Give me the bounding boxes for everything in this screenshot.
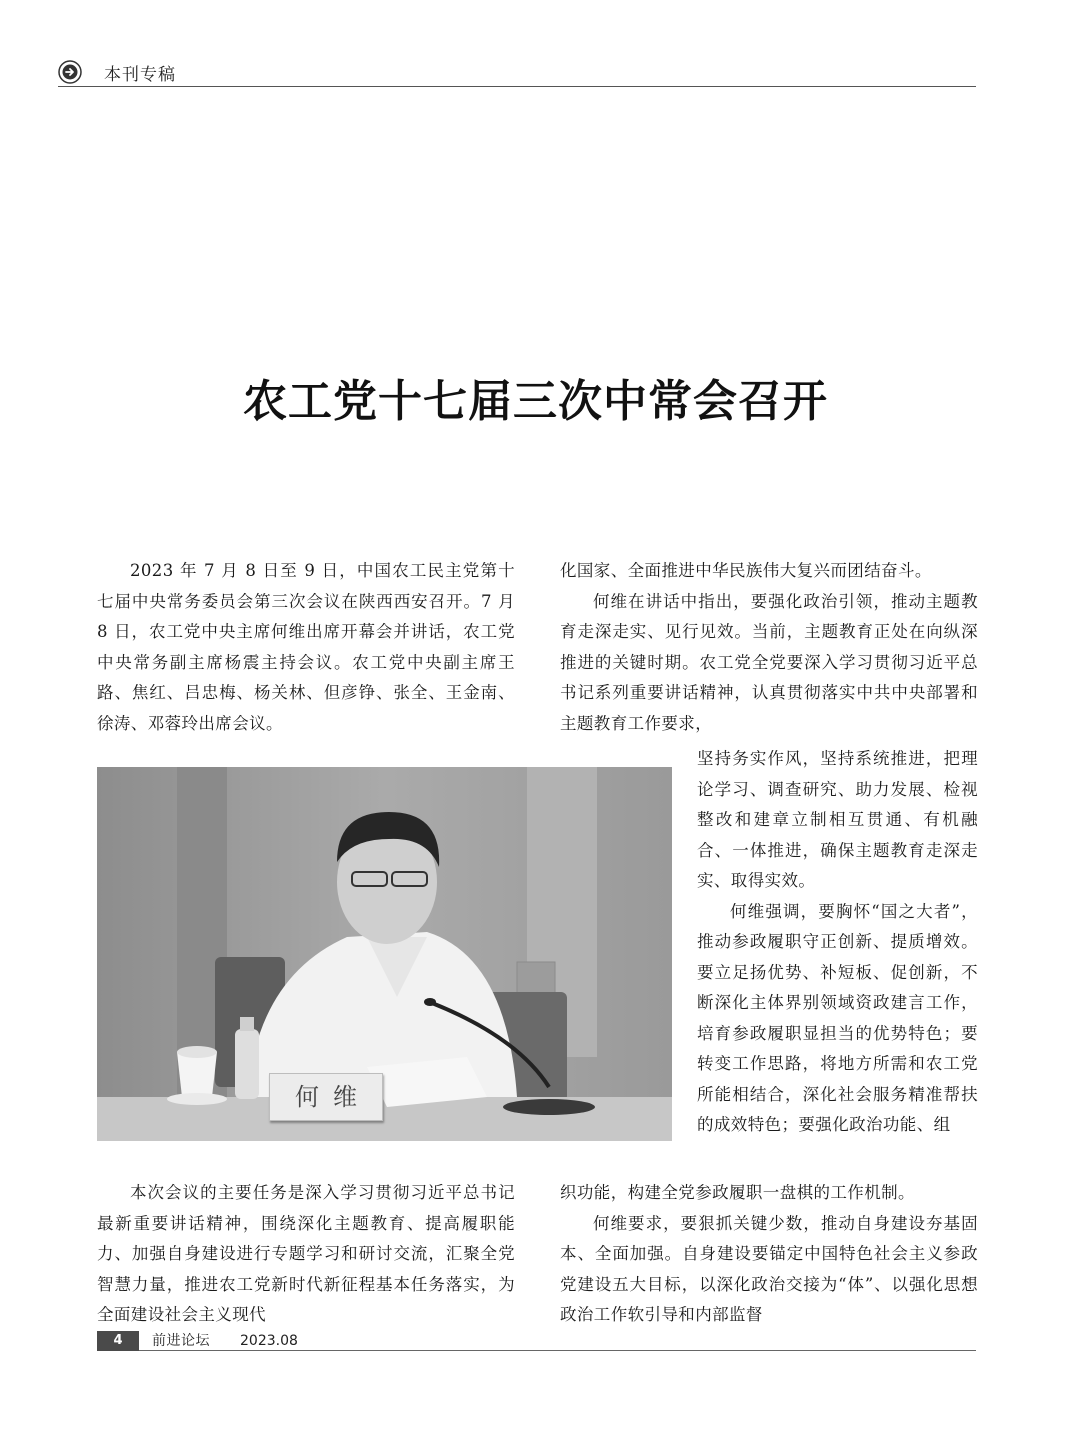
article-paragraph: 坚持务实作风，坚持系统推进，把理论学习、调查研究、助力发展、检视整改和建章立制相互贯通、有机融合、一体推进，确保主题教育走深走实、取得实效。 [697,749,978,890]
article-narrow-column [697,744,978,1141]
running-header [58,58,976,87]
article-paragraph: 化国家、全面推进中华民族伟大复兴而团结奋斗。 [560,561,932,580]
footer-rule [97,1350,976,1351]
article-paragraph: 本次会议的主要任务是深入学习贯彻习近平总书记最新重要讲话精神，围绕深化主题教育、提高履职能力、加强自身建设进行专题学习和研讨交流，汇聚全党智慧力量，推进农工党新时代新征程基本任务落实，为全面建设社会主义现代 [97,1183,515,1324]
article-right-column-top [560,556,978,739]
section-label: 本刊专稿 [104,65,176,85]
nameplate: 何维 [269,1073,383,1121]
issue-date: 2023.08 [240,1333,298,1349]
article-title: 农工党十七届三次中常会召开 [243,376,828,427]
article-paragraph: 何维在讲话中指出，要强化政治引领，推动主题教育走深走实、见行见效。当前，主题教育正处在向纵深推进的关键时期。农工党全党要深入学习贯彻习近平总书记系列重要讲话精神，认真贯彻落实中共中央部署和主题教育工作要求， [560,591,978,733]
article-paragraph: 何维强调，要胸怀“国之大者”，推动参政履职守正创新、提质增效。要立足扬优势、补短板、促创新，不断深化主体界别领域资政建言工作，培育参政履职显担当的优势特色；要转变工作思路，将地方所需和农工党所能相结合，深化社会服务精准帮扶的成效特色；要强化政治功能、组 [697,901,978,1134]
article-right-column-bottom [560,1178,978,1331]
meeting-photo [97,767,672,1141]
article-paragraph: 织功能，构建全党参政履职一盘棋的工作机制。 [560,1183,915,1202]
photo-illustration [97,767,672,1141]
article-paragraph: 何维要求，要狠抓关键少数，推动自身建设夯基固本、全面加强。自身建设要锚定中国特色社会主义参政党建设五大目标，以深化政治交接为“体”、以强化思想政治工作软引导和内部监督 [560,1213,978,1324]
circled-arrow-right-icon [58,60,82,84]
page-number: 4 [97,1331,139,1351]
journal-name: 前进论坛 [152,1333,210,1349]
article-paragraph: 2023 年 7 月 8 日至 9 日，中国农工民主党第十七届中央常务委员会第三次会议在陕西西安召开。7 月 8 日，农工党中央主席何维出席开幕会并讲话，农工党中央常务副主席杨震主持会议。农工党中央副主席王路、焦红、吕忠梅、杨关林、但彦铮、张全、王金南、徐涛、邓蓉玲出席会议。 [97,561,515,733]
